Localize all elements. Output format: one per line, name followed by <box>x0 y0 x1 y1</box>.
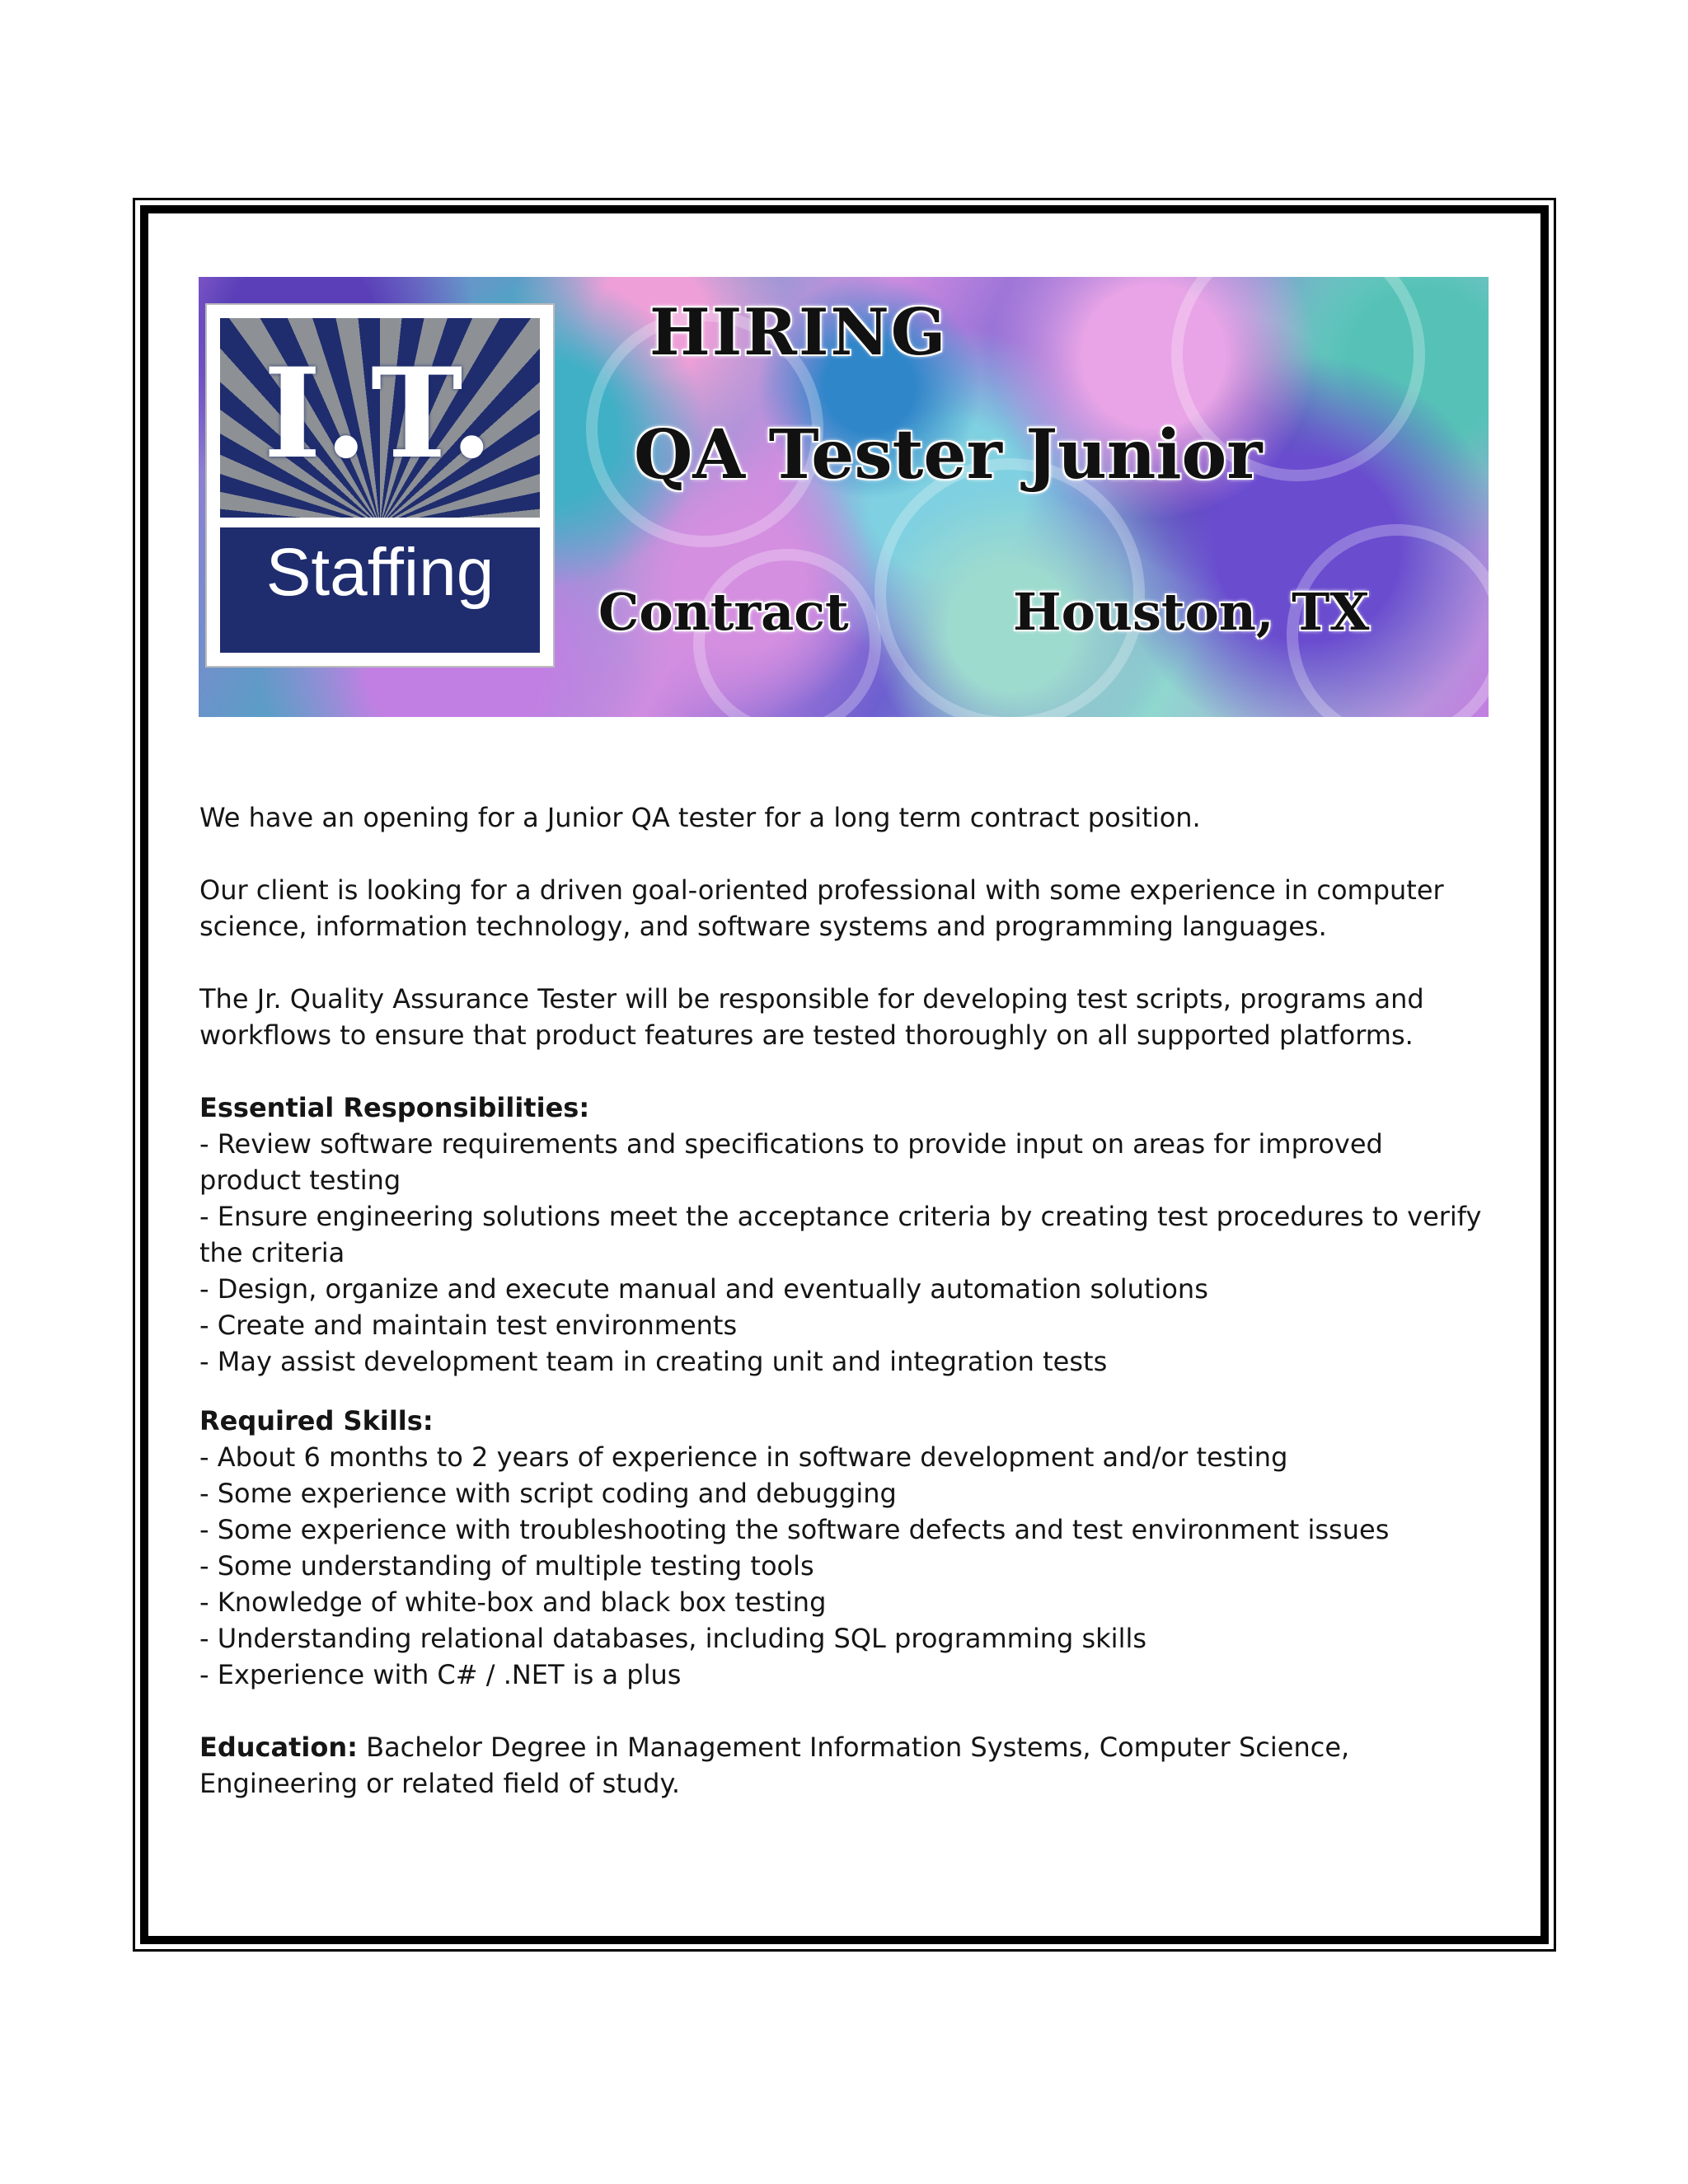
logo-divider <box>220 518 540 527</box>
responsibility-item: - Review software requirements and specifications to provide input on areas for improved product testing <box>199 1128 1383 1196</box>
responsibility-item: - Ensure engineering solutions meet the acceptance criteria by creating test procedures to verify the criteria <box>199 1201 1482 1268</box>
skill-item: - Knowledge of white-box and black box testing <box>199 1586 827 1618</box>
banner-location: Houston, TX <box>1013 582 1370 642</box>
education-text: Bachelor Degree in Management Information Systems, Computer Science, Engineering or related field of study. <box>199 1732 1350 1799</box>
skill-item: - Experience with C# / .NET is a plus <box>199 1659 682 1690</box>
intro-client: Our client is looking for a driven goal-oriented professional with some experience in computer science, information technology, and software systems and programming languages. <box>199 874 1444 942</box>
intro-role: The Jr. Quality Assurance Tester will be responsible for developing test scripts, programs and workflows to ensure that product features are tested thoroughly on all supported platforms. <box>199 983 1424 1051</box>
skill-item: - Understanding relational databases, including SQL programming skills <box>199 1623 1147 1654</box>
logo-word: Staffing <box>265 535 495 610</box>
banner-job-title: QA Tester Junior <box>634 415 1263 494</box>
banner-contract: Contract <box>598 582 849 642</box>
job-description <box>199 799 1485 1802</box>
responsibility-item: - Design, organize and execute manual and eventually automation solutions <box>199 1273 1208 1305</box>
banner-hiring: HIRING <box>649 295 948 370</box>
responsibility-item: - Create and maintain test environments <box>199 1310 738 1341</box>
hiring-banner <box>199 277 1489 717</box>
responsibilities-heading: Essential Responsibilities: <box>199 1092 590 1123</box>
skill-item: - Some experience with script coding and debugging <box>199 1478 897 1509</box>
logo-letters: I.T. <box>263 341 497 486</box>
skill-item: - About 6 months to 2 years of experience in software development and/or testing <box>199 1441 1288 1473</box>
intro-opening: We have an opening for a Junior QA tester for a long term contract position. <box>199 802 1201 833</box>
education-label: Education: <box>199 1732 358 1763</box>
education-paragraph <box>199 1729 1485 1802</box>
it-staffing-logo <box>207 305 553 666</box>
skill-item: - Some experience with troubleshooting the software defects and test environment issues <box>199 1514 1390 1545</box>
skills-heading: Required Skills: <box>199 1405 434 1436</box>
skill-item: - Some understanding of multiple testing tools <box>199 1550 814 1582</box>
responsibility-item: - May assist development team in creating unit and integration tests <box>199 1346 1108 1377</box>
